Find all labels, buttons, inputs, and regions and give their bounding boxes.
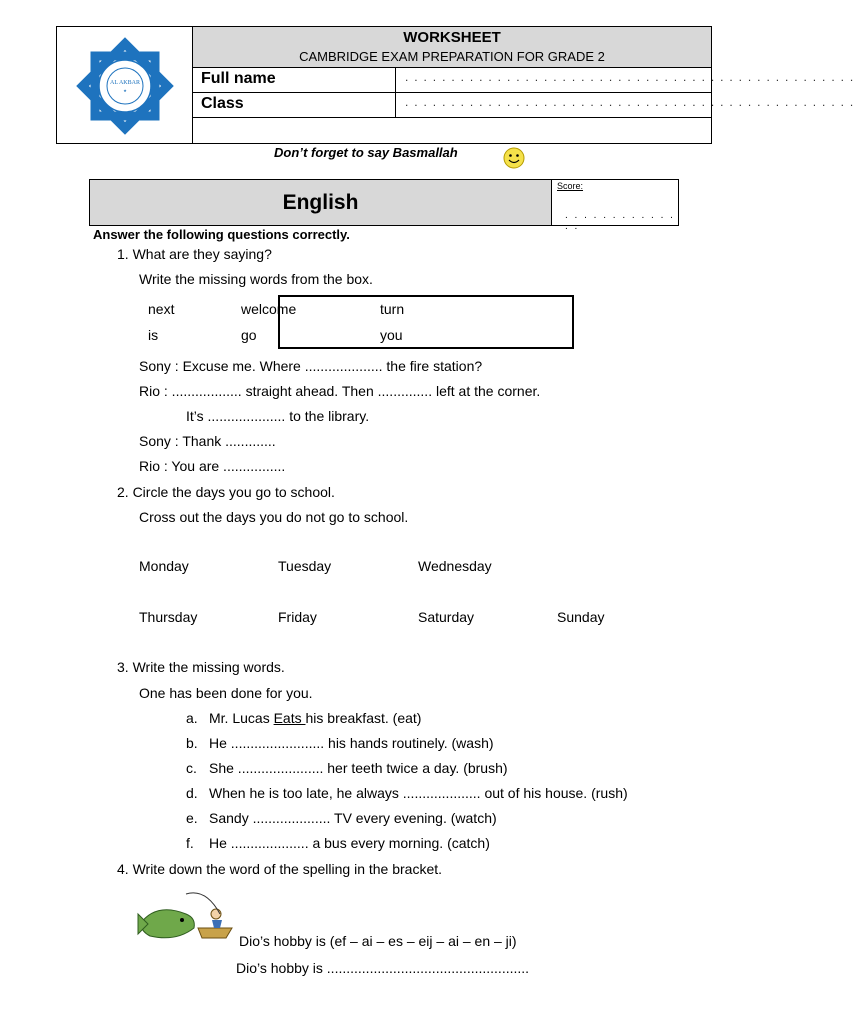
q3-item-c: She ...................... her teeth twice a day. (brush) — [209, 760, 508, 776]
class-row — [193, 93, 855, 118]
subject-title: English — [90, 180, 552, 225]
basmallah-reminder: Don’t forget to say Basmallah — [274, 145, 458, 160]
fullname-row — [193, 68, 855, 93]
day-monday[interactable]: Monday — [139, 558, 189, 574]
day-saturday[interactable]: Saturday — [418, 609, 475, 625]
school-logo — [73, 34, 177, 138]
worksheet-subtitle: CAMBRIDGE EXAM PREPARATION FOR GRADE 2 — [299, 49, 605, 64]
item-letter: f. — [186, 835, 194, 851]
day-tuesday[interactable]: Tuesday — [278, 558, 332, 574]
q2-sub: Cross out the days you do not go to school. — [139, 509, 409, 525]
q3-item-d: When he is too late, he always .................... out of his house. (rush) — [209, 785, 628, 801]
q1-sub: Write the missing words from the box. — [139, 271, 373, 287]
dialog-line: Rio : .................. straight ahead. Then .............. left at the corner. — [139, 383, 541, 399]
class-label: Class — [201, 95, 244, 112]
q2-prompt: 2. Circle the days you go to school. — [117, 484, 335, 500]
item-letter: b. — [186, 735, 198, 751]
fullname-field[interactable]: . . . . . . . . . . . . . . . . . . . . . . . . . . . . . . . . . . . . . . . . . . . . . . . . . — [405, 70, 855, 84]
word-box — [278, 295, 574, 349]
class-field[interactable]: . . . . . . . . . . . . . . . . . . . . . . . . . . . . . . . . . . . . . . . . . . . . . . . . . — [405, 95, 855, 109]
day-thursday[interactable]: Thursday — [139, 609, 198, 625]
q3-item-a: Mr. Lucas Eats his breakfast. (eat) — [209, 710, 422, 726]
word-next: next — [148, 301, 175, 317]
dialog-line: Rio : You are ................ — [139, 458, 286, 474]
word-turn: turn — [380, 301, 405, 317]
q3-item-e: Sandy .................... TV every evening. (watch) — [209, 810, 497, 826]
word-go: go — [241, 327, 257, 343]
dialog-line: Sony : Excuse me. Where .................... the fire station? — [139, 358, 483, 374]
title-band — [193, 27, 711, 68]
fullname-label: Full name — [201, 70, 276, 87]
q4-answer-line[interactable]: Dio’s hobby is .................................................... — [236, 960, 530, 976]
q3-prompt: 3. Write the missing words. — [117, 659, 285, 675]
item-letter: c. — [186, 760, 197, 776]
worksheet-header — [56, 26, 855, 144]
word-you: you — [380, 327, 403, 343]
q4-prompt: 4. Write down the word of the spelling in the bracket. — [117, 861, 443, 877]
q3-item-f: He .................... a bus every morning. (catch) — [209, 835, 490, 851]
smiley-icon — [503, 147, 525, 169]
dialog-line: It’s .................... to the library. — [186, 408, 370, 424]
q3-sub: One has been done for you. — [139, 685, 313, 701]
empty-row — [193, 118, 711, 143]
q1-prompt: 1. What are they saying? — [117, 246, 272, 262]
svg-text:AL AKBAR: AL AKBAR — [110, 80, 140, 86]
fishing-fish-icon — [136, 884, 236, 946]
score-field[interactable]: . . . . . . . . . . . . . . — [565, 210, 675, 232]
item-letter: d. — [186, 785, 198, 801]
word-is: is — [148, 327, 159, 343]
item-letter: e. — [186, 810, 198, 826]
worksheet-title: WORKSHEET — [403, 29, 501, 46]
subject-box — [89, 179, 679, 232]
q4-line-1: Dio’s hobby is (ef – ai – es – eij – ai – en – ji) — [239, 933, 517, 949]
day-wednesday[interactable]: Wednesday — [418, 558, 492, 574]
example-answer: Eats — [273, 710, 306, 726]
dialog-line: Sony : Thank ............. — [139, 433, 276, 449]
score-label: Score: — [557, 181, 584, 191]
q3-item-b: He ........................ his hands routinely. (wash) — [209, 735, 494, 751]
word-welcome: welcome — [241, 301, 297, 317]
logo-cell — [57, 27, 193, 143]
day-sunday[interactable]: Sunday — [557, 609, 605, 625]
instruction: Answer the following questions correctly. — [93, 227, 350, 242]
item-letter: a. — [186, 710, 198, 726]
svg-text:★: ★ — [123, 88, 127, 93]
day-friday[interactable]: Friday — [278, 609, 317, 625]
